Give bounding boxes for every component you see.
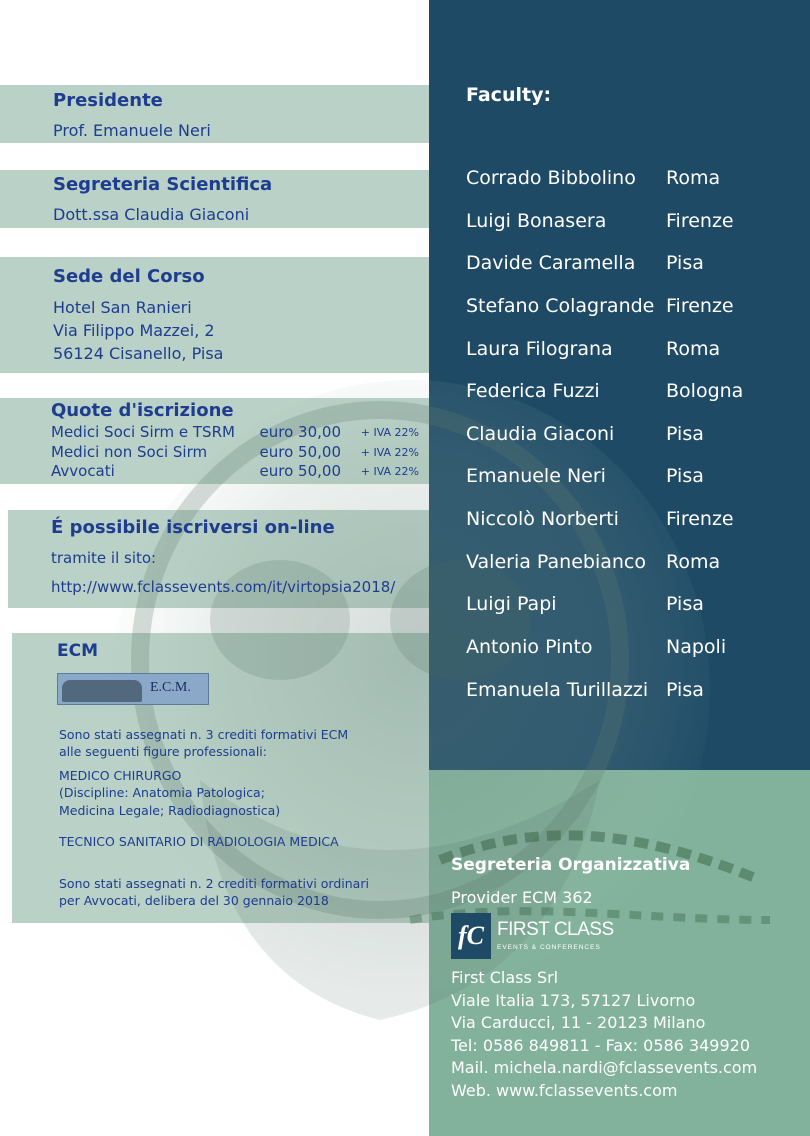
- faculty-name: Valeria Panebianco: [466, 551, 646, 573]
- faculty-row: [466, 593, 796, 623]
- faculty-name: Luigi Bonasera: [466, 210, 607, 232]
- faculty-row: [466, 380, 796, 410]
- faculty-name: Corrado Bibbolino: [466, 167, 636, 189]
- ecm-title: ECM: [57, 641, 99, 661]
- quote-row: [51, 443, 421, 463]
- faculty-city: Roma: [666, 167, 721, 189]
- ecm-text: Sono stati assegnati n. 2 crediti formativi ordinari: [59, 876, 369, 891]
- quote-price: euro 50,00: [259, 462, 341, 480]
- quote-row: [51, 462, 421, 482]
- faculty-city: Pisa: [666, 423, 704, 445]
- faculty-name: Emanuele Neri: [466, 465, 606, 487]
- ecm-text: per Avvocati, delibera del 30 gennaio 2018: [59, 893, 329, 908]
- faculty-city: Pisa: [666, 679, 704, 701]
- faculty-city: Napoli: [666, 636, 727, 658]
- presidente-title: Presidente: [53, 90, 163, 111]
- organizzativa-company: First Class Srl: [451, 968, 559, 987]
- organizzativa-mail-link[interactable]: Mail. michela.nardi@fclassevents.com: [451, 1058, 758, 1077]
- first-class-logo-sub: EVENTS & CONFERENCES: [497, 944, 601, 951]
- ecm-text: TECNICO SANITARIO DI RADIOLOGIA MEDICA: [59, 834, 339, 849]
- faculty-row: [466, 465, 796, 495]
- organizzativa-address: Viale Italia 173, 57127 Livorno: [451, 991, 696, 1010]
- faculty-name: Federica Fuzzi: [466, 380, 600, 402]
- faculty-title: Faculty:: [466, 84, 552, 106]
- organizzativa-provider: Provider ECM 362: [451, 888, 593, 907]
- ecm-text: alle seguenti figure professionali:: [59, 744, 267, 759]
- faculty-row: [466, 167, 796, 197]
- quote-label: Avvocati: [51, 462, 115, 480]
- quote-price: euro 30,00: [259, 423, 341, 441]
- online-url-link[interactable]: http://www.fclassevents.com/it/virtopsia2018/: [51, 578, 396, 596]
- sede-line: Via Filippo Mazzei, 2: [53, 321, 215, 340]
- faculty-name: Davide Caramella: [466, 252, 636, 274]
- faculty-city: Firenze: [666, 508, 734, 530]
- ecm-logo-text: E.C.M.: [150, 680, 191, 695]
- ecm-text: Medicina Legale; Radiodiagnostica): [59, 803, 281, 818]
- faculty-row: [466, 679, 796, 709]
- organizzativa-web-link[interactable]: Web. www.fclassevents.com: [451, 1081, 678, 1100]
- quote-label: Medici Soci Sirm e TSRM: [51, 423, 235, 441]
- faculty-city: Roma: [666, 551, 721, 573]
- first-class-logo-mark: fC: [451, 913, 491, 959]
- ecm-logo: [57, 673, 209, 705]
- faculty-name: Luigi Papi: [466, 593, 557, 615]
- sede-line: Hotel San Ranieri: [53, 298, 192, 317]
- organizzativa-address: Via Carducci, 11 - 20123 Milano: [451, 1013, 706, 1032]
- online-title: É possibile iscriversi on-line: [51, 517, 335, 538]
- faculty-city: Pisa: [666, 465, 704, 487]
- faculty-row: [466, 252, 796, 282]
- faculty-name: Stefano Colagrande: [466, 295, 655, 317]
- sede-title: Sede del Corso: [53, 266, 205, 287]
- presidente-name: Prof. Emanuele Neri: [53, 121, 211, 140]
- faculty-city: Firenze: [666, 210, 734, 232]
- faculty-name: Niccolò Norberti: [466, 508, 619, 530]
- quote-iva: + IVA 22%: [360, 446, 419, 459]
- faculty-row: [466, 551, 796, 581]
- faculty-row: [466, 295, 796, 325]
- organizzativa-phone: Tel: 0586 849811 - Fax: 0586 349920: [451, 1036, 751, 1055]
- faculty-name: Emanuela Turillazzi: [466, 679, 649, 701]
- quote-label: Medici non Soci Sirm: [51, 443, 208, 461]
- organizzativa-title: Segreteria Organizzativa: [451, 855, 691, 875]
- faculty-row: [466, 423, 796, 453]
- ecm-text: (Discipline: Anatomia Patologica;: [59, 785, 265, 800]
- faculty-name: Antonio Pinto: [466, 636, 593, 658]
- first-class-logo-name: FIRST CLASS: [497, 919, 614, 940]
- faculty-name: Claudia Giaconi: [466, 423, 615, 445]
- faculty-row: [466, 636, 796, 666]
- ecm-text: MEDICO CHIRURGO: [59, 768, 182, 783]
- faculty-name: Laura Filograna: [466, 338, 613, 360]
- faculty-row: [466, 210, 796, 240]
- faculty-row: [466, 338, 796, 368]
- quote-title: Quote d'iscrizione: [51, 400, 234, 421]
- quote-row: [51, 423, 421, 443]
- online-text: tramite il sito:: [51, 549, 157, 567]
- quote-iva: + IVA 22%: [360, 465, 419, 478]
- ecm-text: Sono stati assegnati n. 3 crediti formativi ECM: [59, 727, 349, 742]
- quote-iva: + IVA 22%: [360, 426, 419, 439]
- faculty-city: Firenze: [666, 295, 734, 317]
- faculty-city: Roma: [666, 338, 721, 360]
- ecm-logo-people: [62, 680, 142, 702]
- segreteria-scientifica-name: Dott.ssa Claudia Giaconi: [53, 205, 250, 224]
- sede-line: 56124 Cisanello, Pisa: [53, 344, 224, 363]
- segreteria-scientifica-title: Segreteria Scientifica: [53, 174, 273, 195]
- faculty-city: Bologna: [666, 380, 744, 402]
- faculty-city: Pisa: [666, 252, 704, 274]
- first-class-logo: [451, 913, 621, 959]
- faculty-city: Pisa: [666, 593, 704, 615]
- faculty-row: [466, 508, 796, 538]
- quote-price: euro 50,00: [259, 443, 341, 461]
